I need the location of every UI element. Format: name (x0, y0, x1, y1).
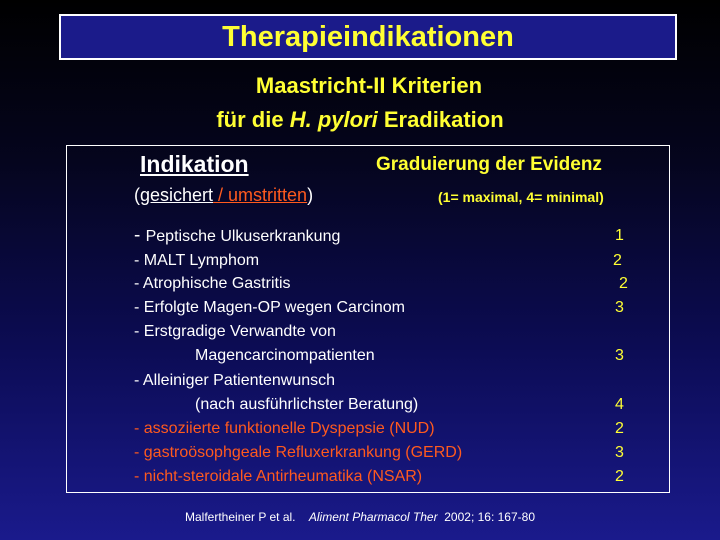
legend-close-paren: ) (307, 185, 314, 205)
row-label: Erstgradige Verwandte von (143, 323, 336, 340)
row-grade: 2 (613, 252, 622, 269)
row-grade: 1 (615, 227, 624, 244)
indication-row (134, 323, 336, 341)
slide-title-box (59, 14, 677, 60)
slide-title: Therapieindikationen (222, 20, 514, 53)
subtitle-organism: H. pylori (289, 107, 378, 132)
evidence-grading-header: Graduierung der Evidenz (376, 154, 602, 175)
subtitle-line-1: Maastricht-II Kriterien (255, 73, 483, 98)
row-label: (nach ausführlichster Beratung) (195, 396, 419, 413)
row-dash: - (134, 323, 144, 340)
indication-row (134, 372, 335, 390)
indication-row-contested (134, 444, 462, 462)
indication-row (134, 225, 340, 247)
legend-secured: gesichert (140, 185, 214, 205)
row-grade: 3 (615, 299, 624, 316)
citation (0, 510, 720, 524)
row-grade: 4 (615, 396, 624, 413)
subtitle-prefix: für die (216, 107, 290, 132)
citation-authors: Malfertheiner P et al. (185, 510, 296, 524)
subtitle-suffix: Eradikation (377, 107, 504, 132)
row-grade: 2 (615, 420, 624, 437)
row-dash: - (134, 275, 143, 292)
row-label: Peptische Ulkuserkrankung (145, 228, 341, 245)
indication-row-continuation (195, 347, 375, 365)
row-grade: 2 (619, 275, 628, 292)
row-dash: - (134, 420, 144, 437)
indication-row-continuation (195, 396, 418, 414)
subtitle-line-2 (0, 107, 720, 133)
row-dash: - (134, 299, 144, 316)
indication-header: Indikation (140, 151, 249, 177)
row-label: Alleiniger Patientenwunsch (142, 372, 336, 389)
row-grade: 3 (615, 444, 624, 461)
row-label: MALT Lymphom (143, 252, 260, 269)
row-label: nicht-steroidale Antirheumatika (NSAR) (143, 468, 423, 485)
row-dash: - (134, 372, 143, 389)
grading-scale-note: (1= maximal, 4= minimal) (438, 189, 604, 205)
row-dash: - (134, 444, 144, 461)
indication-row (134, 275, 291, 293)
indication-row (134, 252, 259, 270)
status-legend (134, 185, 313, 206)
indication-row-contested (134, 420, 435, 438)
row-dash: - (134, 225, 146, 246)
row-grade: 2 (615, 468, 624, 485)
row-label: Magencarcinompatienten (195, 347, 375, 364)
row-label: gastroösophgeale Refluxerkrankung (GERD) (143, 444, 463, 461)
legend-contested: / umstritten (213, 185, 308, 205)
citation-journal: Aliment Pharmacol Ther (308, 510, 438, 524)
row-grade: 3 (615, 347, 624, 364)
row-label: Atrophische Gastritis (142, 275, 291, 292)
row-dash: - (134, 468, 144, 485)
legend-open-paren: ( (134, 185, 140, 205)
row-dash: - (134, 252, 144, 269)
indication-row (134, 299, 405, 317)
citation-details: 2002; 16: 167-80 (444, 510, 535, 524)
row-label: Erfolgte Magen-OP wegen Carcinom (143, 299, 405, 316)
row-label: assoziierte funktionelle Dyspepsie (NUD) (143, 420, 435, 437)
indication-row-contested (134, 468, 422, 486)
